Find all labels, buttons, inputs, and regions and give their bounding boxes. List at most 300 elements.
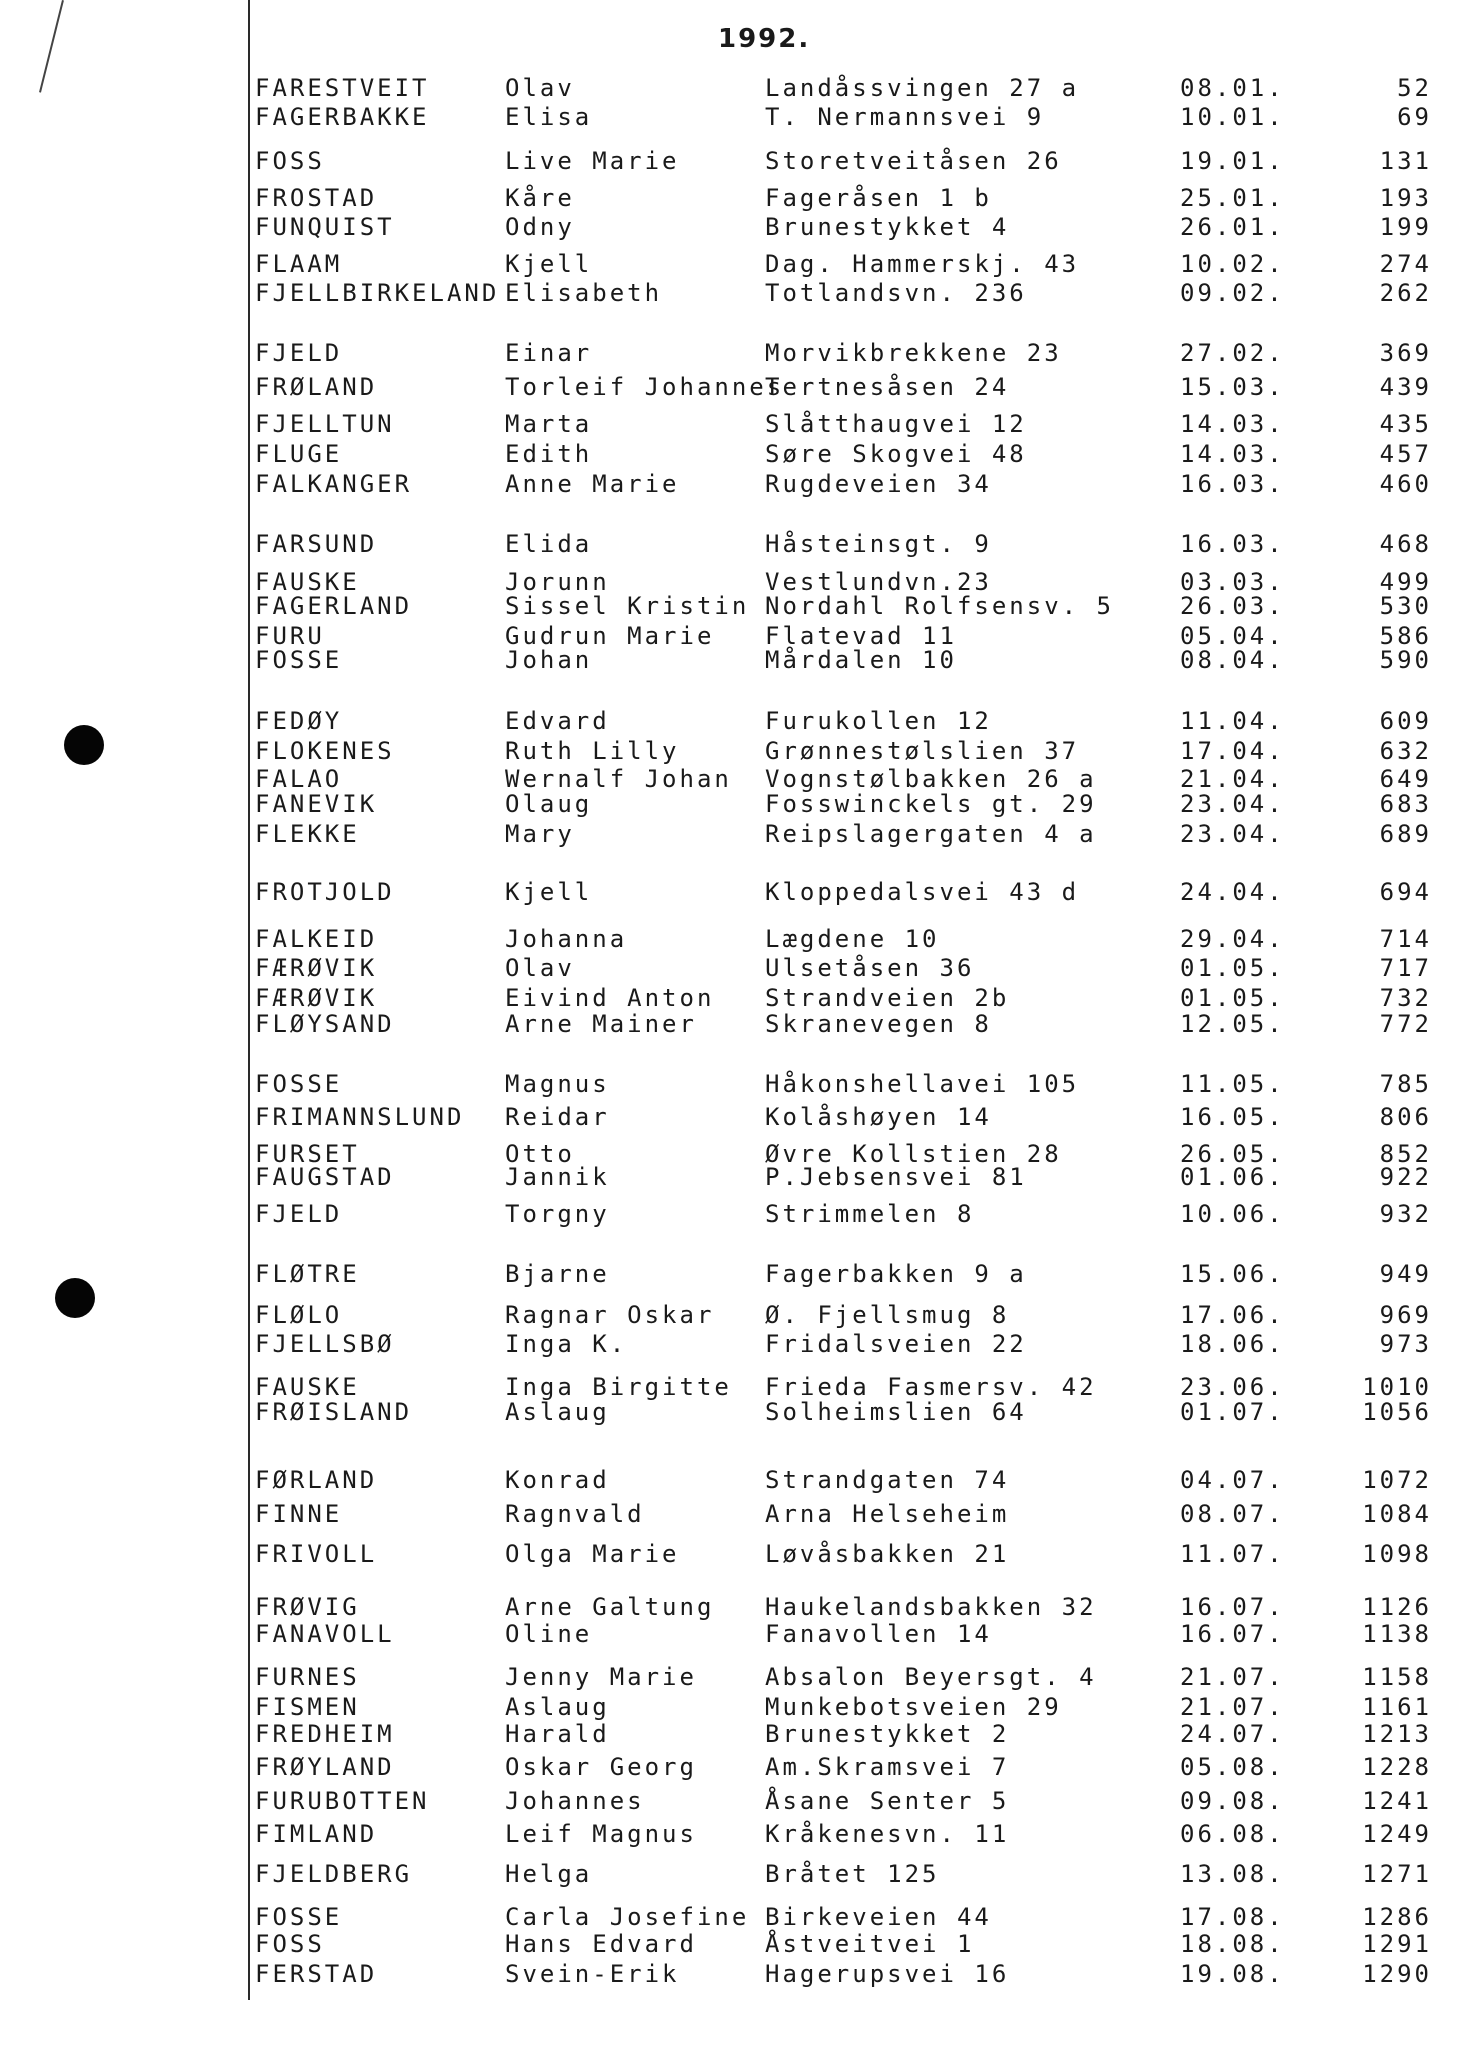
number-cell: 193	[1379, 184, 1432, 212]
address-cell: Kråkenesvn. 11	[765, 1820, 1010, 1848]
date-cell: 08.01.	[1180, 74, 1285, 102]
list-item	[0, 1260, 1466, 1288]
number-cell: 131	[1379, 147, 1432, 175]
list-item	[0, 1398, 1466, 1426]
date-cell: 18.06.	[1180, 1330, 1285, 1358]
first-name-cell: Oline	[505, 1620, 593, 1648]
list-item	[0, 954, 1466, 982]
first-name-cell: Elisabeth	[505, 279, 663, 307]
list-item	[0, 1103, 1466, 1131]
address-cell: Håsteinsgt. 9	[765, 530, 992, 558]
first-name-cell: Olav	[505, 74, 575, 102]
address-cell: Slåtthaugvei 12	[765, 410, 1027, 438]
number-cell: 973	[1379, 1330, 1432, 1358]
list-item	[0, 470, 1466, 498]
surname-cell: FJELLSBØ	[255, 1330, 395, 1358]
address-cell: Tertnesåsen 24	[765, 373, 1010, 401]
surname-cell: FUNQUIST	[255, 213, 395, 241]
date-cell: 16.05.	[1180, 1103, 1285, 1131]
surname-cell: FURUBOTTEN	[255, 1787, 430, 1815]
first-name-cell: Einar	[505, 339, 593, 367]
address-cell: Nordahl Rolfsensv. 5	[765, 592, 1114, 620]
first-name-cell: Aslaug	[505, 1398, 610, 1426]
list-item	[0, 765, 1466, 793]
date-cell: 05.08.	[1180, 1753, 1285, 1781]
date-cell: 14.03.	[1180, 410, 1285, 438]
surname-cell: FLØYSAND	[255, 1010, 395, 1038]
date-cell: 01.06.	[1180, 1163, 1285, 1191]
surname-cell: FRØYLAND	[255, 1753, 395, 1781]
address-cell: Rugdeveien 34	[765, 470, 992, 498]
date-cell: 11.04.	[1180, 707, 1285, 735]
list-item	[0, 440, 1466, 468]
number-cell: 689	[1379, 820, 1432, 848]
surname-cell: FOSSE	[255, 1070, 343, 1098]
date-cell: 26.01.	[1180, 213, 1285, 241]
surname-cell: FURNES	[255, 1663, 360, 1691]
number-cell: 274	[1379, 250, 1432, 278]
first-name-cell: Odny	[505, 213, 575, 241]
number-cell: 457	[1379, 440, 1432, 468]
date-cell: 08.07.	[1180, 1500, 1285, 1528]
number-cell: 1249	[1362, 1820, 1432, 1848]
date-cell: 10.06.	[1180, 1200, 1285, 1228]
date-cell: 23.06.	[1180, 1373, 1285, 1401]
address-cell: Fosswinckels gt. 29	[765, 790, 1097, 818]
first-name-cell: Oskar Georg	[505, 1753, 697, 1781]
date-cell: 21.07.	[1180, 1693, 1285, 1721]
surname-cell: FALAO	[255, 765, 343, 793]
date-cell: 27.02.	[1180, 339, 1285, 367]
address-cell: T. Nermannsvei 9	[765, 103, 1045, 131]
surname-cell: FAUGSTAD	[255, 1163, 395, 1191]
address-cell: Ulsetåsen 36	[765, 954, 975, 982]
date-cell: 17.08.	[1180, 1903, 1285, 1931]
date-cell: 23.04.	[1180, 790, 1285, 818]
first-name-cell: Sissel Kristin	[505, 592, 750, 620]
address-cell: Morvikbrekkene 23	[765, 339, 1062, 367]
number-cell: 1138	[1362, 1620, 1432, 1648]
list-item	[0, 1960, 1466, 1988]
surname-cell: FAUSKE	[255, 568, 360, 596]
date-cell: 21.07.	[1180, 1663, 1285, 1691]
address-cell: Landåssvingen 27 a	[765, 74, 1080, 102]
number-cell: 772	[1379, 1010, 1432, 1038]
date-cell: 13.08.	[1180, 1860, 1285, 1888]
first-name-cell: Helga	[505, 1860, 593, 1888]
address-cell: Skranevegen 8	[765, 1010, 992, 1038]
first-name-cell: Elida	[505, 530, 593, 558]
number-cell: 717	[1379, 954, 1432, 982]
surname-cell: FJELD	[255, 1200, 343, 1228]
surname-cell: FRØLAND	[255, 373, 378, 401]
date-cell: 09.08.	[1180, 1787, 1285, 1815]
address-cell: Brunestykket 2	[765, 1720, 1010, 1748]
first-name-cell: Ragnar Oskar	[505, 1301, 715, 1329]
list-item	[0, 592, 1466, 620]
date-cell: 19.08.	[1180, 1960, 1285, 1988]
first-name-cell: Olav	[505, 954, 575, 982]
address-cell: Solheimslien 64	[765, 1398, 1027, 1426]
address-cell: Mårdalen 10	[765, 646, 957, 674]
number-cell: 1158	[1362, 1663, 1432, 1691]
first-name-cell: Harald	[505, 1720, 610, 1748]
list-item	[0, 1373, 1466, 1401]
number-cell: 530	[1379, 592, 1432, 620]
address-cell: Dag. Hammerskj. 43	[765, 250, 1080, 278]
first-name-cell: Leif Magnus	[505, 1820, 697, 1848]
address-cell: Fanavollen 14	[765, 1620, 992, 1648]
surname-cell: FANEVIK	[255, 790, 378, 818]
date-cell: 16.07.	[1180, 1593, 1285, 1621]
address-cell: Øvre Kollstien 28	[765, 1140, 1062, 1168]
surname-cell: FARESTVEIT	[255, 74, 430, 102]
number-cell: 969	[1379, 1301, 1432, 1329]
list-item	[0, 250, 1466, 278]
date-cell: 18.08.	[1180, 1930, 1285, 1958]
date-cell: 06.08.	[1180, 1820, 1285, 1848]
number-cell: 369	[1379, 339, 1432, 367]
address-cell: Munkebotsveien 29	[765, 1693, 1062, 1721]
first-name-cell: Torleif Johannes	[505, 373, 785, 401]
date-cell: 11.07.	[1180, 1540, 1285, 1568]
date-cell: 03.03.	[1180, 568, 1285, 596]
number-cell: 1161	[1362, 1693, 1432, 1721]
address-cell: Totlandsvn. 236	[765, 279, 1027, 307]
first-name-cell: Olga Marie	[505, 1540, 680, 1568]
list-item	[0, 1693, 1466, 1721]
date-cell: 21.04.	[1180, 765, 1285, 793]
date-cell: 04.07.	[1180, 1466, 1285, 1494]
list-item	[0, 1753, 1466, 1781]
list-item	[0, 103, 1466, 131]
date-cell: 05.04.	[1180, 622, 1285, 650]
surname-cell: FLØLO	[255, 1301, 343, 1329]
number-cell: 785	[1379, 1070, 1432, 1098]
list-item	[0, 878, 1466, 906]
first-name-cell: Kjell	[505, 250, 593, 278]
surname-cell: FJELLTUN	[255, 410, 395, 438]
list-item	[0, 1540, 1466, 1568]
surname-cell: FÆRØVIK	[255, 954, 378, 982]
number-cell: 632	[1379, 737, 1432, 765]
number-cell: 806	[1379, 1103, 1432, 1131]
address-cell: Åsane Senter 5	[765, 1787, 1010, 1815]
surname-cell: FROTJOLD	[255, 878, 395, 906]
surname-cell: FØRLAND	[255, 1466, 378, 1494]
address-cell: Fageråsen 1 b	[765, 184, 992, 212]
list-item	[0, 1301, 1466, 1329]
list-item	[0, 1820, 1466, 1848]
list-item	[0, 646, 1466, 674]
list-item	[0, 1860, 1466, 1888]
number-cell: 1084	[1362, 1500, 1432, 1528]
first-name-cell: Carla Josefine	[505, 1903, 750, 1931]
first-name-cell: Kåre	[505, 184, 575, 212]
number-cell: 1126	[1362, 1593, 1432, 1621]
date-cell: 29.04.	[1180, 925, 1285, 953]
list-item	[0, 147, 1466, 175]
address-cell: Fridalsveien 22	[765, 1330, 1027, 1358]
first-name-cell: Anne Marie	[505, 470, 680, 498]
number-cell: 732	[1379, 984, 1432, 1012]
address-cell: Strandgaten 74	[765, 1466, 1010, 1494]
surname-cell: FAUSKE	[255, 1373, 360, 1401]
date-cell: 26.03.	[1180, 592, 1285, 620]
list-item	[0, 1500, 1466, 1528]
first-name-cell: Jannik	[505, 1163, 610, 1191]
first-name-cell: Kjell	[505, 878, 593, 906]
first-name-cell: Ragnvald	[505, 1500, 645, 1528]
surname-cell: FROSTAD	[255, 184, 378, 212]
number-cell: 949	[1379, 1260, 1432, 1288]
address-cell: Flatevad 11	[765, 622, 957, 650]
surname-cell: FINNE	[255, 1500, 343, 1528]
surname-cell: FARSUND	[255, 530, 378, 558]
first-name-cell: Hans Edvard	[505, 1930, 697, 1958]
address-cell: Storetveitåsen 26	[765, 147, 1062, 175]
date-cell: 17.04.	[1180, 737, 1285, 765]
list-item	[0, 1720, 1466, 1748]
first-name-cell: Johannes	[505, 1787, 645, 1815]
first-name-cell: Reidar	[505, 1103, 610, 1131]
list-item	[0, 1330, 1466, 1358]
surname-cell: FLEKKE	[255, 820, 360, 848]
date-cell: 26.05.	[1180, 1140, 1285, 1168]
number-cell: 683	[1379, 790, 1432, 818]
number-cell: 1056	[1362, 1398, 1432, 1426]
list-item	[0, 530, 1466, 558]
date-cell: 12.05.	[1180, 1010, 1285, 1038]
first-name-cell: Marta	[505, 410, 593, 438]
list-item	[0, 737, 1466, 765]
number-cell: 1271	[1362, 1860, 1432, 1888]
address-cell: Haukelandsbakken 32	[765, 1593, 1097, 1621]
list-item	[0, 1163, 1466, 1191]
surname-cell: FOSS	[255, 147, 325, 175]
date-cell: 17.06.	[1180, 1301, 1285, 1329]
address-cell: Brunestykket 4	[765, 213, 1010, 241]
date-cell: 16.03.	[1180, 470, 1285, 498]
first-name-cell: Eivind Anton	[505, 984, 715, 1012]
first-name-cell: Konrad	[505, 1466, 610, 1494]
list-item	[0, 184, 1466, 212]
number-cell: 1098	[1362, 1540, 1432, 1568]
number-cell: 460	[1379, 470, 1432, 498]
number-cell: 468	[1379, 530, 1432, 558]
number-cell: 922	[1379, 1163, 1432, 1191]
list-item	[0, 1620, 1466, 1648]
first-name-cell: Arne Galtung	[505, 1593, 715, 1621]
address-cell: Løvåsbakken 21	[765, 1540, 1010, 1568]
number-cell: 435	[1379, 410, 1432, 438]
first-name-cell: Elisa	[505, 103, 593, 131]
number-cell: 590	[1379, 646, 1432, 674]
address-cell: Frieda Fasmersv. 42	[765, 1373, 1097, 1401]
address-cell: Lægdene 10	[765, 925, 940, 953]
surname-cell: FIMLAND	[255, 1820, 378, 1848]
number-cell: 714	[1379, 925, 1432, 953]
first-name-cell: Wernalf Johan	[505, 765, 732, 793]
date-cell: 15.06.	[1180, 1260, 1285, 1288]
first-name-cell: Live Marie	[505, 147, 680, 175]
surname-cell: FLUGE	[255, 440, 343, 468]
surname-cell: FANAVOLL	[255, 1620, 395, 1648]
address-cell: Bråtet 125	[765, 1860, 940, 1888]
first-name-cell: Mary	[505, 820, 575, 848]
number-cell: 262	[1379, 279, 1432, 307]
address-cell: Håkonshellavei 105	[765, 1070, 1080, 1098]
address-cell: Vognstølbakken 26 a	[765, 765, 1097, 793]
number-cell: 1228	[1362, 1753, 1432, 1781]
address-cell: Fagerbakken 9 a	[765, 1260, 1027, 1288]
date-cell: 11.05.	[1180, 1070, 1285, 1098]
address-cell: Birkeveien 44	[765, 1903, 992, 1931]
surname-cell: FEDØY	[255, 707, 343, 735]
first-name-cell: Arne Mainer	[505, 1010, 697, 1038]
first-name-cell: Johanna	[505, 925, 628, 953]
address-cell: Kolåshøyen 14	[765, 1103, 992, 1131]
first-name-cell: Gudrun Marie	[505, 622, 715, 650]
surname-cell: FJELD	[255, 339, 343, 367]
list-item	[0, 984, 1466, 1012]
date-cell: 16.07.	[1180, 1620, 1285, 1648]
date-cell: 01.05.	[1180, 954, 1285, 982]
surname-cell: FLOKENES	[255, 737, 395, 765]
list-item	[0, 74, 1466, 102]
list-item	[0, 707, 1466, 735]
number-cell: 52	[1397, 74, 1432, 102]
first-name-cell: Aslaug	[505, 1693, 610, 1721]
surname-cell: FAGERBAKKE	[255, 103, 430, 131]
list-item	[0, 279, 1466, 307]
first-name-cell: Magnus	[505, 1070, 610, 1098]
date-cell: 25.01.	[1180, 184, 1285, 212]
list-item	[0, 1930, 1466, 1958]
number-cell: 499	[1379, 568, 1432, 596]
address-cell: Absalon Beyersgt. 4	[765, 1663, 1097, 1691]
address-cell: Hagerupsvei 16	[765, 1960, 1010, 1988]
list-item	[0, 1663, 1466, 1691]
number-cell: 586	[1379, 622, 1432, 650]
address-cell: Strandveien 2b	[765, 984, 1010, 1012]
number-cell: 199	[1379, 213, 1432, 241]
address-cell: Søre Skogvei 48	[765, 440, 1027, 468]
first-name-cell: Edvard	[505, 707, 610, 735]
surname-cell: FISMEN	[255, 1693, 360, 1721]
page-title: 1992.	[718, 24, 811, 54]
address-cell: Ø. Fjellsmug 8	[765, 1301, 1010, 1329]
list-item	[0, 790, 1466, 818]
list-item	[0, 1010, 1466, 1038]
date-cell: 01.05.	[1180, 984, 1285, 1012]
number-cell: 1072	[1362, 1466, 1432, 1494]
first-name-cell: Bjarne	[505, 1260, 610, 1288]
list-item	[0, 339, 1466, 367]
address-cell: Strimmelen 8	[765, 1200, 975, 1228]
surname-cell: FALKANGER	[255, 470, 413, 498]
number-cell: 439	[1379, 373, 1432, 401]
number-cell: 852	[1379, 1140, 1432, 1168]
surname-cell: FRIVOLL	[255, 1540, 378, 1568]
list-item	[0, 410, 1466, 438]
surname-cell: FLØTRE	[255, 1260, 360, 1288]
date-cell: 08.04.	[1180, 646, 1285, 674]
address-cell: Kloppedalsvei 43 d	[765, 878, 1080, 906]
number-cell: 1213	[1362, 1720, 1432, 1748]
surname-cell: FJELLBIRKELAND	[255, 279, 500, 307]
surname-cell: FOSSE	[255, 1903, 343, 1931]
number-cell: 609	[1379, 707, 1432, 735]
date-cell: 23.04.	[1180, 820, 1285, 848]
date-cell: 09.02.	[1180, 279, 1285, 307]
address-cell: Reipslagergaten 4 a	[765, 820, 1097, 848]
number-cell: 649	[1379, 765, 1432, 793]
list-item	[0, 820, 1466, 848]
list-item	[0, 373, 1466, 401]
surname-cell: FERSTAD	[255, 1960, 378, 1988]
surname-cell: FRØVIG	[255, 1593, 360, 1621]
surname-cell: FURU	[255, 622, 325, 650]
surname-cell: FLAAM	[255, 250, 343, 278]
list-item	[0, 925, 1466, 953]
list-item	[0, 213, 1466, 241]
surname-cell: FRIMANNSLUND	[255, 1103, 465, 1131]
surname-cell: FREDHEIM	[255, 1720, 395, 1748]
first-name-cell: Edith	[505, 440, 593, 468]
number-cell: 694	[1379, 878, 1432, 906]
date-cell: 24.04.	[1180, 878, 1285, 906]
address-cell: Arna Helseheim	[765, 1500, 1010, 1528]
number-cell: 69	[1397, 103, 1432, 131]
surname-cell: FÆRØVIK	[255, 984, 378, 1012]
list-item	[0, 1787, 1466, 1815]
list-item	[0, 1593, 1466, 1621]
date-cell: 15.03.	[1180, 373, 1285, 401]
surname-cell: FALKEID	[255, 925, 378, 953]
address-cell: P.Jebsensvei 81	[765, 1163, 1027, 1191]
first-name-cell: Inga Birgitte	[505, 1373, 732, 1401]
list-item	[0, 1200, 1466, 1228]
surname-cell: FRØISLAND	[255, 1398, 413, 1426]
address-cell: Grønnestølslien 37	[765, 737, 1080, 765]
first-name-cell: Johan	[505, 646, 593, 674]
date-cell: 19.01.	[1180, 147, 1285, 175]
date-cell: 01.07.	[1180, 1398, 1285, 1426]
first-name-cell: Torgny	[505, 1200, 610, 1228]
date-cell: 24.07.	[1180, 1720, 1285, 1748]
surname-cell: FOSS	[255, 1930, 325, 1958]
address-cell: Vestlundvn.23	[765, 568, 992, 596]
address-cell: Furukollen 12	[765, 707, 992, 735]
first-name-cell: Jenny Marie	[505, 1663, 697, 1691]
first-name-cell: Jorunn	[505, 568, 610, 596]
number-cell: 1291	[1362, 1930, 1432, 1958]
list-item	[0, 1070, 1466, 1098]
list-item	[0, 1903, 1466, 1931]
date-cell: 16.03.	[1180, 530, 1285, 558]
number-cell: 1286	[1362, 1903, 1432, 1931]
address-cell: Åstveitvei 1	[765, 1930, 975, 1958]
surname-cell: FJELDBERG	[255, 1860, 413, 1888]
first-name-cell: Otto	[505, 1140, 575, 1168]
surname-cell: FURSET	[255, 1140, 360, 1168]
number-cell: 1010	[1362, 1373, 1432, 1401]
first-name-cell: Svein-Erik	[505, 1960, 680, 1988]
surname-cell: FOSSE	[255, 646, 343, 674]
list-item	[0, 1466, 1466, 1494]
date-cell: 10.01.	[1180, 103, 1285, 131]
